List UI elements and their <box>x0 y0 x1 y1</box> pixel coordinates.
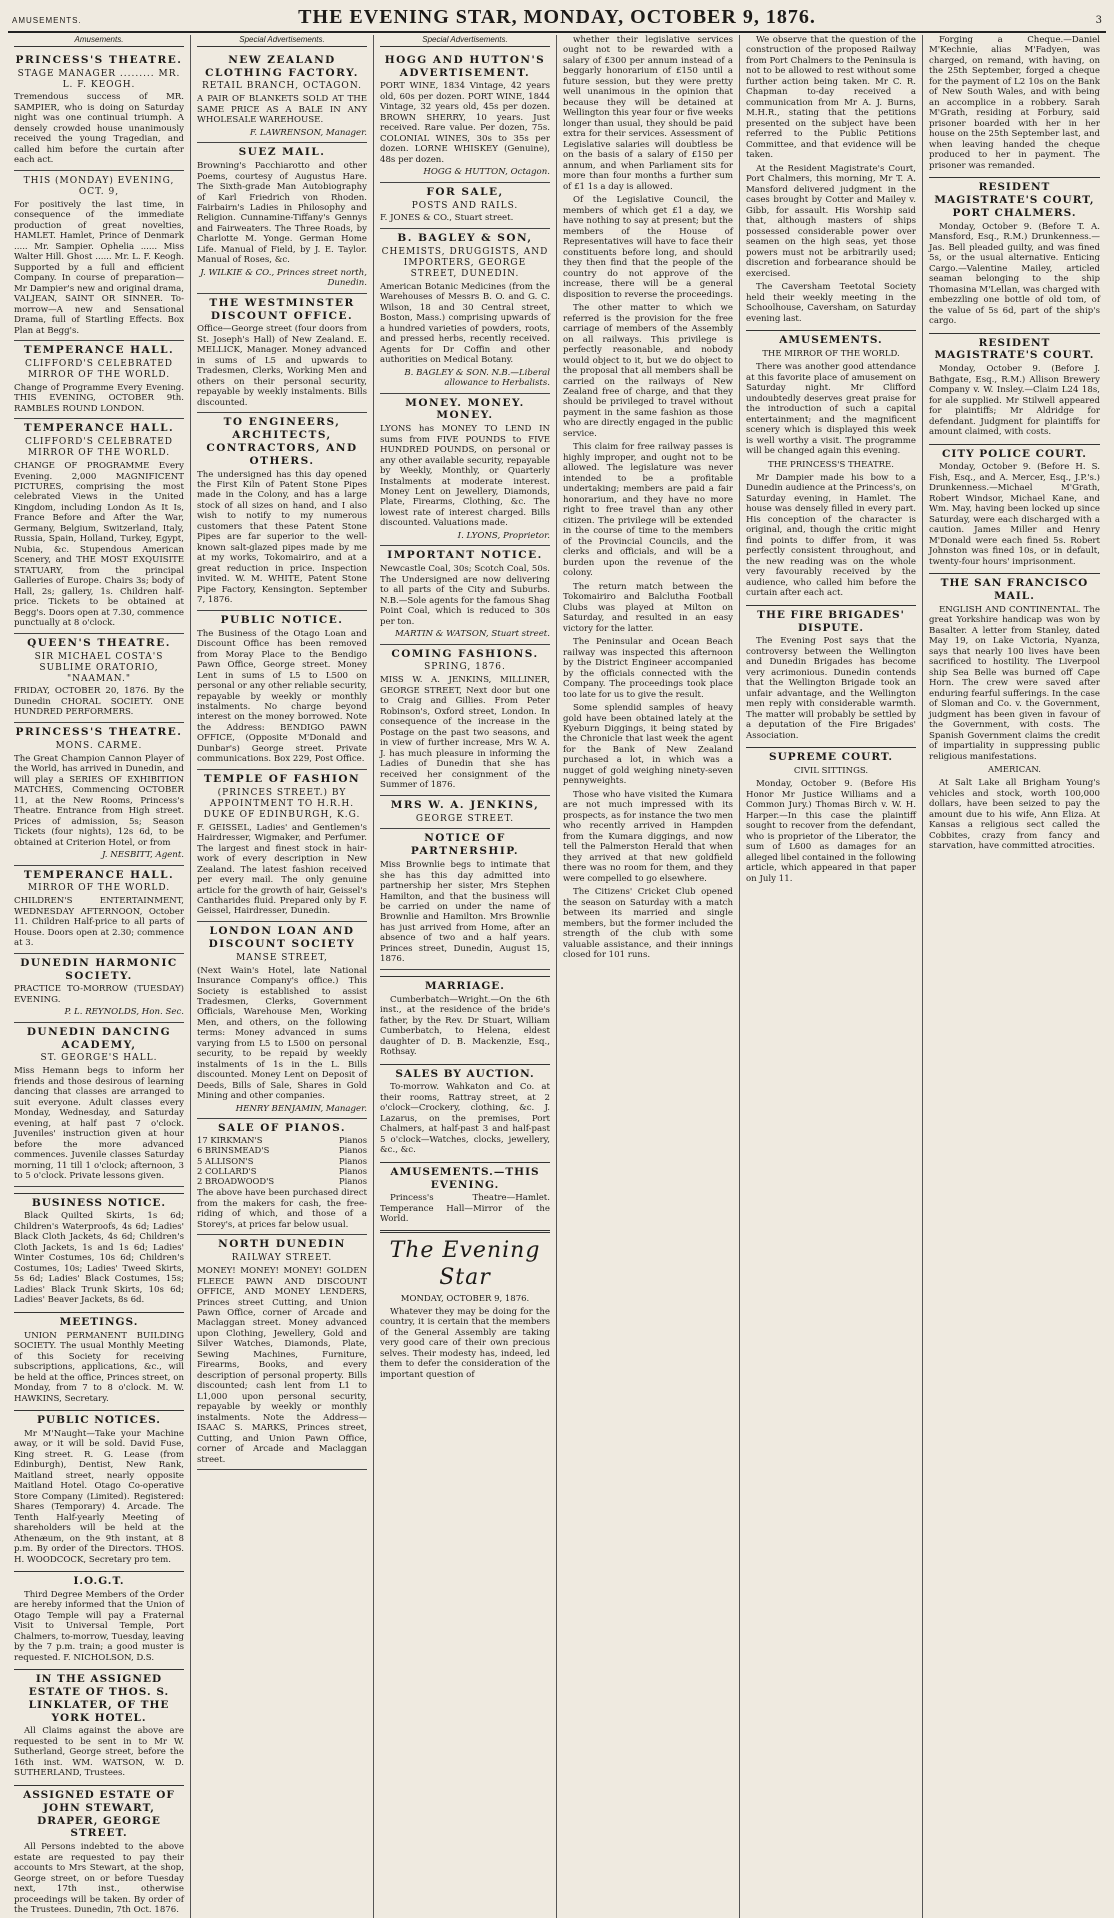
paragraph-text: Those who have visited the Kumara are not much impressed with its prospects, as for instance the two men who recently arrived in Hampden from the Kumara diggings, and now tell the Palmerston Herald that when they arrived at that new goldfield there was no room for them, and they were compelled to go elsewhere. <box>563 789 733 884</box>
subsection-heading: AMERICAN. <box>987 765 1042 776</box>
ad-subtitle: RAILWAY STREET. <box>231 1253 333 1264</box>
ad-signature: B. BAGLEY & SON. N.B.—Liberal allowance to Herbalists. <box>404 367 550 389</box>
section-body: Cumberbatch—Wright.—On the 6th inst., at the residence of the bride's father, by the Rev. Dr Stuart, William Cumberbatch, to Helena, eldest daughter of D. B. Mackenzie, Esq., Rothsay. <box>380 994 550 1058</box>
column-5 <box>740 35 923 1918</box>
ad-body: LYONS has MONEY TO LEND IN sums from FIVE POUNDS to FIVE HUNDRED POUNDS, on personal or any other available security, repayable by Weekly, Monthly, or Quarterly Instalments at moderate interest. Money Lent on Jewellery, Diamonds, Plate, Firearms, Clothing, &c. The lowest rate of interest charged. Bills discounted. Valuations made. <box>380 424 550 529</box>
paragraph-text: The Peninsular and Ocean Beach railway was inspected this afternoon by the District Engineer accompanied by the officials connected with the Company. The proceedings took place too late for us to give the result. <box>563 637 733 700</box>
list-item-text: 2 COLLARD'S <box>197 1165 257 1176</box>
paragraph-text: The other matter to which we referred is the provision for the free carriage of members of the Assembly on all railways. This privilege is perfectly reasonable, and nobody would object to it, but we do object to the proposal that all members shall be carried on the railways of New Zealand free of charge, and that they should be privileged to travel without payment in the same fashion as those who are directly engaged in the public service. <box>563 303 733 439</box>
advertisement <box>380 51 550 183</box>
ad-subtitle: RETAIL BRANCH, OCTAGON. <box>202 81 362 92</box>
ad-subtitle: SIR MICHAEL COSTA'S SUBLIME ORATORIO, "NAAMAN." <box>34 651 164 684</box>
ad-subtitle: SPRING, 1876. <box>424 662 506 673</box>
section-body: Mr M'Naught—Take your Machine away, or it will be sold. David Fuse, King street. R. G. Lease (from Edinburgh), Dentist, New Rank, Maitland street, nearly opposite Maitland Hotel. Otago Co-operative Store Company (Limited). Registered: Shares (Temporary) 4. Arcade. The Tenth Half-yearly Meeting of shareholders will be held at the Athenæum, on the 9th instant, at 8 p.m. By order of the Directors. THOS. H. WOODCOCK, Secretary pro tem. <box>14 1428 184 1565</box>
section-body: Monday, October 9. (Before T. A. Mansford, Esq., R.M.) Drunkenness.—Jas. Bell pleaded guilty, and was fined 5s, or the usual alternative. Enticing Cargo.—Valentine Mailey, articled seaman belonging to the ship Thomasina M'Lellan, was charged with embezzling one bottle of old tom, of the value of 5s 6d, part of the ship's cargo. <box>929 221 1100 327</box>
section-heading: BUSINESS NOTICE. <box>14 1193 184 1210</box>
ad-subtitle: STAGE MANAGER ......... MR. L. F. KEOGH. <box>17 68 181 90</box>
ad-title: MONEY. MONEY. MONEY. <box>405 396 525 422</box>
section-heading: PUBLIC NOTICES. <box>14 1410 184 1427</box>
ad-body: The Great Champion Cannon Player of the World, has arrived in Dunedin, and will play a SERIES OF EXHIBITION MATCHES, Commencing OCTOBER 11, at the New Rooms, Princess's Theatre. Entrance from High street. Prices of admission, 5s; Season Tickets (four nights), 12s 6d, to be obtained at Criterion Hotel, or from <box>14 753 184 848</box>
ad-body: The undersigned has this day opened the First Kiln of Patent Stone Pipes made in the Colony, and has a large stock of all sizes on hand, and I also wish to notify to my numerous customers that these Patent Stone Pipes are far superior to the well-known salt-glazed pipes made by me at my works, Tokomairiro, and at a great reduction in price. Inspection invited. W. M. WHITE, Patent Stone Pipe Factory, Kensington. September 7, 1876. <box>197 469 367 606</box>
news-subsection <box>746 460 916 599</box>
ad-signature: F. LAWRENSON, Manager. <box>249 127 367 138</box>
article-paragraph <box>563 887 733 960</box>
news-section <box>929 573 1100 762</box>
ad-body: The above have been purchased direct from the makers for cash, the free-riding of which, and those of a Storey's, at prices far below usual. <box>197 1188 367 1230</box>
ad-subtitle: CLIFFORD'S CELEBRATED MIRROR OF THE WORLD. <box>25 437 173 459</box>
ad-body: Miss Hemann begs to inform her friends and those desirous of learning dancing that classes are arranged to suit everyone. Adult classes every Monday, Wednesday, and Saturday evening, at half past 7 o'clock. Juveniles' instruction given at hour before the more advanced commences. Juvenile classes Saturday morning, 11 till 1 o'clock; afternoon, 3 to 5 o'clock. Private lessons given. <box>14 1066 184 1182</box>
ad-title: TEMPERANCE HALL. <box>23 868 175 881</box>
ad-signature: P. L. REYNOLDS, Hon. Sec. <box>64 1007 184 1018</box>
paragraph-text: Forging a Cheque.—Daniel M'Kechnie, alias M'Fadyen, was charged, on remand, with having, on the 25th September, forged a cheque for the payment of L2 10s on the Bank of New South Wales, and with being an accomplice in a robbery. Sarah M'Grath, residing at Forbury, said prisoner boarded with her in her house on the 25th September last, and when leaving handed the cheque produced to her in payment. The prisoner was remanded. <box>929 35 1100 171</box>
ad-body: Newcastle Coal, 30s; Scotch Coal, 50s. The Undersigned are now delivering to all parts of the City and Suburbs. N.B.—Sole agents for the famous Shag Point Coal, which is reduced to 30s per ton. <box>380 564 550 627</box>
section-heading: THE SAN FRANCISCO MAIL. <box>929 573 1100 603</box>
list-item-text: 6 BRINSMEAD'S <box>197 1145 270 1156</box>
news-section <box>14 1571 184 1663</box>
column-1 <box>8 35 191 1918</box>
advertisement <box>197 413 367 610</box>
ad-title: NOTICE OF PARTNERSHIP. <box>410 832 520 858</box>
subsection-heading: THE MIRROR OF THE WORLD. <box>762 348 900 359</box>
ad-body: American Botanic Medicines (from the Warehouses of Messrs B. O. and G. C. Wilson, 18 and 30 Central street, Boston, Mass.) comprising upwards of a hundred varieties of powders, roots, and pressed herbs, recently received. Agents for Dr Coffin and other authorities on Medical Botany. <box>380 281 550 366</box>
ad-signature: HOGG & HUTTON, Octagon. <box>423 167 550 178</box>
advertisement <box>14 954 184 1023</box>
article-paragraph <box>929 35 1100 171</box>
ad-title: DUNEDIN DANCING ACADEMY, <box>26 1025 172 1051</box>
advertisement <box>380 645 550 796</box>
ad-subtitle: (PRINCES STREET.) BY APPOINTMENT TO H.R.H. DUKE OF EDINBURGH, K.G. <box>203 787 361 820</box>
ad-body: CHANGE OF PROGRAMME Every Evening. 2,000 MAGNIFICENT PICTURES, comprising the most celebrated Views in the United Kingdom, including London As It Is, France Before and After the War, Germany, Belgium, Switzerland, Italy, Russia, Spain, Holland, Turkey, Egypt, Nubia, &c. Stupendous American Scenery, and THE MOST EXQUISITE STATUARY, from the principal Galleries of Europe. Chairs 3s; body of Hall, 2s; gallery, 1s. Children half-price. Tickets to be obtained at Begg's. Doors open at 7.30, commence punctually at 8 o'clock. <box>14 461 184 629</box>
section-body: ENGLISH AND CONTINENTAL. The great Yorkshire handicap was won by Basalter. A letter from Stanley, dated May 19, on Lake Victoria, Nyanza, says that nearly 100 lives have been sacrificed to hostility. The Liverpool ship Sea Belle was burned off Cape Horn. The crew were saved after enduring fearful sufferings. In the case of Sloman and Co. v. the Government, judgment has been given in favour of the Government, with costs. The Spanish Government claims the credit of impartiality in suppressing public religious manifestations. <box>929 604 1100 762</box>
advertisement <box>14 51 184 171</box>
ad-subtitle: GEORGE STREET. <box>415 813 515 824</box>
advertisement <box>14 341 184 419</box>
list-item <box>197 1156 367 1166</box>
article-paragraph <box>563 790 733 884</box>
section-heading: I.O.G.T. <box>14 1571 184 1588</box>
column-heading: Special Advertisements. <box>380 35 550 47</box>
subsection-body: Mr Dampier made his bow to a Dunedin audience at the Princess's, on Saturday evening, in Hamlet. The house was densely filled in every part. His conception of the character is original, and, though the critic might find points to differ from, it was perfectly consistent throughout, and the new reading was on the whole very favourably received by the audience, who called him before the curtain after each act. <box>746 472 916 599</box>
ad-title: DUNEDIN HARMONIC SOCIETY. <box>20 956 178 982</box>
ad-title: PRINCESS'S THEATRE. <box>15 53 183 66</box>
advertisement <box>197 611 367 770</box>
news-section <box>380 976 550 1058</box>
advertisement <box>380 829 550 969</box>
editorial-masthead <box>380 1230 550 1380</box>
subsection-body: There was another good attendance at this favorite place of amusement on Saturday night. Mr Clifford undoubtedly deserves great praise for the introduction of such a capital entertainment; and the magnificent scenery which is displayed this week is well worthy a visit. The programme will be changed again this evening. <box>746 362 916 457</box>
section-heading: SUPREME COURT. <box>746 747 916 764</box>
list-item-text: Pianos <box>338 1165 367 1176</box>
ad-body: A PAIR OF BLANKETS SOLD AT THE SAME PRICE AS A BALE IN ANY WHOLESALE WAREHOUSE. <box>197 94 367 126</box>
news-section <box>14 1410 184 1565</box>
ad-title: QUEEN'S THEATRE. <box>27 636 171 649</box>
paragraph-text: whether their legislative services ought not to be rewarded with a salary of £300 per annum instead of a beggarly honorarium of £150 until a future session, but they were pretty well unanimous in the opinion that because they will be detained at Wellington this year four or five weeks longer than usual, they should be paid extra for their services. Assessment of Legislative salaries will doubtless be on the basis of a salary of £150 per annum, and when Parliament sits for more than four months a further sum of £1 1s a day is allowed. <box>563 35 733 192</box>
ad-title: FOR SALE, <box>426 185 504 198</box>
ad-title: THE WESTMINSTER DISCOUNT OFFICE. <box>209 296 355 322</box>
ad-title: SALE OF PIANOS. <box>217 1122 347 1135</box>
section-heading: AMUSEMENTS.—THIS EVENING. <box>380 1162 550 1192</box>
subsection-heading: THE PRINCESS'S THEATRE. <box>768 459 894 470</box>
section-heading: SALES BY AUCTION. <box>380 1064 550 1081</box>
section-heading: MEETINGS. <box>14 1312 184 1329</box>
news-section <box>14 1785 184 1916</box>
ad-signature: I. LYONS, Proprietor. <box>457 530 550 541</box>
advertisement <box>14 1023 184 1187</box>
columns-grid <box>8 35 1106 1915</box>
section-body: All Persons indebted to the above estate are requested to pay their accounts to Mrs Stewart, at the shop, George street, on or before Tuesday next, 17th inst., otherwise proceedings will be taken. By order of the Trustees. Dunedin, 7th Oct. 1876. <box>14 1842 184 1915</box>
column-2 <box>191 35 374 1918</box>
news-section <box>746 605 916 741</box>
ad-subtitle: ST. GEORGE'S HALL. <box>40 1053 158 1064</box>
divider <box>380 1230 550 1233</box>
ad-body: PRACTICE TO-MORROW (TUESDAY) EVENING. <box>14 984 184 1005</box>
ad-subtitle: MANSE STREET, <box>236 952 328 963</box>
section-heading: IN THE ASSIGNED ESTATE OF THOS. S. LINKLATER, OF THE YORK HOTEL. <box>14 1669 184 1724</box>
news-subsection <box>746 766 916 884</box>
ad-title: NEW ZEALAND CLOTHING FACTORY. <box>205 53 359 79</box>
advertisement <box>380 183 550 229</box>
list-item-text: Pianos <box>338 1145 367 1156</box>
news-subsection <box>929 765 1100 852</box>
news-section <box>746 747 916 764</box>
list-item <box>197 1135 367 1145</box>
list-item <box>197 1145 367 1155</box>
masthead-section-label: AMUSEMENTS. <box>12 16 82 25</box>
section-body: Monday, October 9. (Before J. Bathgate, Esq., R.M.) Allison Brewery Company v. W. Insley.—Claim L24 18s, for ale supplied. Mr Stilwell appeared for plaintiffs; Mr Aldridge for defendant. Judgment for plaintiffs for amount claimed, with costs. <box>929 364 1100 438</box>
ad-title: TEMPERANCE HALL. <box>23 422 175 435</box>
ad-title: SUEZ MAIL. <box>238 146 326 159</box>
list-item-text: Pianos <box>338 1135 367 1146</box>
list-item-text: 17 KIRKMAN'S <box>197 1135 263 1146</box>
ad-title: B. BAGLEY & SON, <box>397 231 533 244</box>
news-section <box>746 330 916 347</box>
article-paragraph <box>746 282 916 324</box>
paragraph-text: Of the Legislative Council, the members of which get £1 a day, we have nothing to say at present; but the members of the House of Representatives will have to face their constituents before long, and should they then find that the people of the country do not approve of the increase, there will be a general disposition to reverse the proceedings. <box>563 195 733 300</box>
masthead-page-number: 3 <box>1095 15 1102 26</box>
paragraph-text: At the Resident Magistrate's Court, Port Chalmers, this morning, Mr T. A. Mansford delivered judgment in the cases brought by Cotter and Mailey v. Gibb, for assault. His Worship said that, although masters of ships possessed considerable power over seamen on the high seas, yet those powers must not be arbitrarily used; discretion and forbearance should be exercised. <box>746 163 916 279</box>
ad-subtitle: CHEMISTS, DRUGGISTS, AND IMPORTERS, GEORGE STREET, DUNEDIN. <box>381 246 549 279</box>
section-heading: RESIDENT MAGISTRATE'S COURT, PORT CHALMERS. <box>929 177 1100 219</box>
news-section <box>380 1162 550 1225</box>
article-paragraph <box>746 35 916 161</box>
ad-body: Change of Programme Every Evening. THIS EVENING, OCTOBER 9th. RAMBLES ROUND LONDON. <box>14 382 184 414</box>
section-heading: AMUSEMENTS. <box>746 330 916 347</box>
column-6 <box>923 35 1106 1918</box>
ad-body: FRIDAY, OCTOBER 20, 1876. By the Dunedin CHORAL SOCIETY. ONE HUNDRED PERFORMERS. <box>14 686 184 718</box>
subsection-body: At Salt Lake all Brigham Young's vehicles and stock, worth 100,000 dollars, have been seized to pay the amount due to his wife, Ann Eliza. At Kansas a religious sect called the Cobbites, crazy from fancy and starvation, have committed atrocities. <box>929 778 1100 852</box>
ad-subtitle: MONS. CARME. <box>55 740 143 751</box>
column-heading: Amusements. <box>14 35 184 47</box>
ad-body: The Business of the Otago Loan and Discount Office has been removed from Moray Place to the Bendigo Pawn Office, George street. Money Lent in sums of L5 to L500 on personal or any other reliable security, repayable by weekly or monthly instalments. No charge beyond interest on the money borrowed. Note the Address: BENDIGO PAWN OFFICE, (Opposite M'Donald and Dunbar's) George street. Private communications. Box 229, Post Office. <box>197 628 367 765</box>
article-paragraph <box>563 195 733 300</box>
advertisement-list <box>197 1119 367 1235</box>
ad-signature: MARTIN & WATSON, Stuart street. <box>395 629 550 640</box>
advertisement <box>380 546 550 644</box>
article-paragraph <box>563 442 733 578</box>
section-body: Third Degree Members of the Order are hereby informed that the Union of Otago Temple will pay a Fraternal Visit to Universal Temple, Port Chalmers, to-morrow, Tuesday, leaving by the 7 p.m. train; a good muster is requested. F. NICHOLSON, D.S. <box>14 1589 184 1663</box>
paragraph-text: The Caversham Teetotal Society held their weekly meeting in the Schoolhouse, Caversham, on Saturday evening last. <box>746 282 916 324</box>
ad-title: NORTH DUNEDIN <box>218 1238 346 1251</box>
ad-title: TEMPLE OF FASHION <box>203 772 361 785</box>
advertisement <box>14 723 184 866</box>
ad-title: IMPORTANT NOTICE. <box>387 549 543 562</box>
ad-subtitle: THIS (MONDAY) EVENING, OCT. 9, <box>23 175 175 197</box>
section-heading: MARRIAGE. <box>380 976 550 993</box>
column-heading: Special Advertisements. <box>197 35 367 47</box>
advertisement <box>14 866 184 954</box>
column-4 <box>557 35 740 1918</box>
advertisement <box>14 171 184 341</box>
news-section <box>929 444 1100 568</box>
ad-body: F. JONES & CO., Stuart street. <box>380 213 514 224</box>
editorial-body: Whatever they may be doing for the country, it is certain that the members of the General Assembly are taking very good care of their own precious selves. Their modesty has, indeed, led them to defer the consideration of the important question of <box>380 1306 550 1380</box>
section-heading: CITY POLICE COURT. <box>929 444 1100 461</box>
ad-title: COMING FASHIONS. <box>391 647 539 660</box>
advertisement <box>14 634 184 723</box>
news-section <box>14 1312 184 1404</box>
news-section <box>380 1064 550 1156</box>
article-paragraph <box>746 164 916 279</box>
ad-body: Miss Brownlie begs to intimate that she has this day admitted into partnership her sister, Mrs Stephen Hamilton, and that the business will be carried on under the name of Brownlie and Hamilton. Mrs Brownlie has just arrived from Home, after an absence of two and a half years. Princes street, Dunedin, August 15, 1876. <box>380 860 550 965</box>
advertisement <box>197 51 367 144</box>
list-item-text: 2 BROADWOOD'S <box>197 1176 275 1187</box>
article-paragraph <box>563 303 733 439</box>
ad-title: PUBLIC NOTICE. <box>220 613 344 626</box>
ad-body: Tremendous success of MR. SAMPIER, who is doing on Saturday night was one continual triumph. A densely crowded house unanimously received the young Tragedian, and called him before the curtain after each act. <box>14 92 184 166</box>
advertisement <box>197 294 367 413</box>
advertisement <box>197 143 367 294</box>
ad-title: HOGG AND HUTTON'S ADVERTISEMENT. <box>384 53 546 79</box>
section-body: The Evening Post says that the controversy between the Wellington and Dunedin Brigades has become very acrimonious. Dunedin contends that the Wellington Brigade took an unfair advantage, and the Wellington men reply with considerable warmth. The matter will probably be settled by a deputation of the Fire Brigades' Association. <box>746 636 916 741</box>
list-item-text: Pianos <box>338 1176 367 1187</box>
section-heading: THE FIRE BRIGADES' DISPUTE. <box>746 605 916 635</box>
section-body: UNION PERMANENT BUILDING SOCIETY. The usual Monthly Meeting of this Society for receiving subscriptions, applications, &c., will be held at the office, Princes street, on Monday, from 7 to 8 o'clock. M. W. HAWKINS, Secretary. <box>14 1330 184 1404</box>
advertisement <box>380 229 550 394</box>
ad-subtitle: POSTS AND RAILS. <box>411 200 519 211</box>
article-paragraph <box>563 35 733 192</box>
ad-body: (Next Wain's Hotel, late National Insurance Company's office.) This Society is established to assist Tradesmen, Clerks, Government Officials, Warehouse Men, Working Men, and others, on the following terms: Money advanced in sums varying from L5 to L500 on personal security, to be repaid by weekly instalments of 1s in the L. Bills discounted. Money Lent on Deposit of Deeds, Bills of Sale, Shares in Gold Mining and other companies. <box>197 965 367 1102</box>
paragraph-text: We observe that the question of the construction of the proposed Railway from Port Chalmers to the Peninsula is not to be allowed to rest without some further action being taken. Mr C. R. Chapman to-day received a communication from Mr A. J. Burns, M.H.R., stating that the petitions presented on the subject have been referred to the Public Petitions Committee, and that evidence will be taken. <box>746 35 916 161</box>
news-section <box>14 1669 184 1779</box>
masthead <box>8 4 1106 33</box>
advertisement <box>197 1235 367 1470</box>
list-item <box>197 1166 367 1176</box>
ad-title: PRINCESS'S THEATRE. <box>15 725 183 738</box>
section-body: Princess's Theatre—Hamlet. Temperance Hall—Mirror of the World. <box>380 1193 550 1225</box>
paragraph-text: The Citizens' Cricket Club opened the season on Saturday with a match between its married and single members, but the former included the strength of the club with some valuable assistance, and their innings closed for 101 runs. <box>563 887 733 961</box>
advertisement <box>380 796 550 830</box>
editorial-logo: The Evening Star <box>389 1237 541 1290</box>
ad-subtitle: MIRROR OF THE WORLD. <box>27 883 171 894</box>
ad-signature: HENRY BENJAMIN, Manager. <box>235 1103 367 1114</box>
ad-title: TEMPERANCE HALL. <box>23 344 175 357</box>
article-paragraph <box>563 582 733 634</box>
subsection-body: Monday, October 9. (Before His Honor Mr Justice Williams and a Common Jury.) Thomas Birch v. W. H. Harper.—In this case the plaintiff sought to recover from the defendant, who is proprietor of the Liberator, the sum of L600 as damages for an alleged libel contained in the following article, which appeared in that paper on July 11. <box>746 779 916 884</box>
advertisement <box>197 922 367 1119</box>
news-section <box>929 333 1100 438</box>
section-heading: RESIDENT MAGISTRATE'S COURT. <box>929 333 1100 363</box>
ad-title: MRS W. A. JENKINS, <box>390 798 540 811</box>
ad-signature: J. WILKIE & CO., Princes street north, Dunedin. <box>200 267 367 289</box>
subsection-heading: CIVIL SITTINGS. <box>793 766 869 776</box>
masthead-title: THE EVENING STAR, MONDAY, OCTOBER 9, 1876. <box>298 6 816 28</box>
ad-signature: J. NESBITT, Agent. <box>102 850 184 861</box>
column-3 <box>374 35 557 1918</box>
advertisement <box>14 419 184 633</box>
ad-body: Browning's Pacchiarotto and other Poems, courtesy of Augustus Hare. The Sixth-grade Man Autobiography of Karl Friedrich von Rhoden. Fairbairn's Ladies in Philosophy and Religion. Cunnamine-Tiffany's Gennys and Fairweaters. The Three Roads, by Charlotte M. Yonge. German Home Life. Manual of Field, by J. E. Taylor. Manual of Roses, &c. <box>197 161 367 266</box>
list-item-text: Pianos <box>338 1155 367 1166</box>
news-subsection <box>746 349 916 457</box>
advertisement <box>380 394 550 547</box>
ad-body: PORT WINE, 1834 Vintage, 42 years old, 60s per dozen. PORT WINE, 1844 Vintage, 32 years old, 45s per dozen. BROWN SHERRY, 10 years. Just received. Rare value. Per dozen, 75s. COLONIAL WINES, 30s to 35s per dozen. LORNE WHISKEY (Genuine), 48s per dozen. <box>380 81 550 165</box>
section-body: Black Quilted Skirts, 1s 6d; Children's Waterproofs, 4s 6d; Ladies' Black Cloth Jackets, 4s 6d; Children's Cloth Jackets, 1s and 1s 6d; Ladies' Winter Costumes, 10s 6d; Children's Costumes, 10s; Ladies' Tweed Skirts, 5s 6d; Ladies' Black Costumes, 15s; Ladies' Black Trunk Skirts, 10s 6d; Ladies' Beaver Jackets, 8s 6d. <box>14 1211 184 1306</box>
ad-body: F. GEISSEL, Ladies' and Gentlemen's Hairdresser, Wigmaker, and Perfumer. The largest and finest stock in hair-work of every description in New Zealand. The latest fashion received per every mail. The only genuine article for the growth of hair, Geissel's Cantharides fluid. Prepared only by F. Geissel, Hairdresser, Dunedin. <box>197 822 367 917</box>
paragraph-text: This claim for free railway passes is highly improper, and ought not to be allowed. The legislature was never intended to be a profitable undertaking; members are paid a fair honorarium, and they have no more right to free travel than any other citizen. The privilege will be extended in the course of time to the members of the Provincial Councils, and the clerks and officials, and will be a burden upon the revenue of the colony. <box>563 442 733 579</box>
article-paragraph <box>563 703 733 787</box>
paragraph-text: The return match between the Tokomairiro and Balclutha Football Clubs was played at Milton on Saturday, and resulted in an easy victory for the latter. <box>563 581 733 634</box>
ad-body: MISS W. A. JENKINS, MILLINER, GEORGE STREET, Next door but one to Craig and Gillies. From Peter Robinson's, Oxford street, London. In consequence of the increase in the Postage on the past two seasons, and in view of further increase, Mrs W. A. J. has much pleasure in informing the Ladies of Dunedin that she has received her consignment of the Summer of 1876. <box>380 675 550 791</box>
ad-title: TO ENGINEERS, ARCHITECTS, CONTRACTORS, AND OTHERS. <box>206 416 358 467</box>
ad-body: MONEY! MONEY! MONEY! GOLDEN FLEECE PAWN AND DISCOUNT OFFICE, AND MONEY LENDERS, Princes street Cutting, and Union Pawn Office, corner of Arcade and Maclaggan street. Money advanced upon Clothing, Jewellery, Gold and Silver Watches, Diamonds, Plate, Sewing Machines, Furniture, Firearms, Books, and every description of personal property. Bills discounted; cash lent from L1 to L1,000 upon personal security, repayable by weekly or monthly instalments. Note the Address— ISAAC S. MARKS, Princes street, Cutting, and Union Pawn Office, corner of Arcade and Maclaggan street. <box>197 1266 367 1465</box>
ad-subtitle: CLIFFORD'S CELEBRATED MIRROR OF THE WORLD. <box>25 358 173 380</box>
advertisement <box>197 770 367 922</box>
section-body: To-morrow. Wahkaton and Co. at their rooms, Rattray street, at 2 o'clock—Crockery, clothing, &c. J. Lazarus, on the premises, Port Chalmers, at half-past 3 and half-past 5 o'clock—Watches, clocks, jewellery, &c., &c. <box>380 1082 550 1156</box>
news-section <box>929 177 1100 326</box>
ad-title: LONDON LOAN AND DISCOUNT SOCIETY <box>208 924 356 950</box>
section-body: Monday, October 9. (Before H. S. Fish, Esq., and A. Mercer, Esq., J.P.'s.) Drunkenness.—Michael M'Grath, Robert Windsor, Michael Kane, and Wm. May, having been locked up since Saturday, were each discharged with a caution. James Miller and Henry M'Donald were each fined 5s. Robert Johnston was fined 10s, or in default, twenty-four hours' imprisonment. <box>929 462 1100 567</box>
ad-body: For positively the last time, in consequence of the immediate production of great novelties, HAMLET. Hamlet, Prince of Denmark ..... Mr. Sampier. Ophelia ...... Miss Walter Hill. Ghost ...... Mr. L. F. Keogh. Supported by a full and efficient Company. In course of preparation—Mr Dampier's new and original drama, VALJEAN, SAINT OR SINNER. To-morrow—A new and Sensational Drama, full of Startling Effects. Box Plan at Begg's. <box>14 199 184 336</box>
article-paragraph <box>563 637 733 700</box>
editorial-date: MONDAY, OCTOBER 9, 1876. <box>400 1293 530 1304</box>
section-body: All Claims against the above are requested to be sent in to Mr W. Sutherland, George street, before the 16th inst. WM. WATSON, W. D. SUTHERLAND, Trustees. <box>14 1726 184 1779</box>
ad-body: CHILDREN'S ENTERTAINMENT, WEDNESDAY AFTERNOON, October 11. Children Half-price to all parts of House. Doors open at 2.30; commence at 3. <box>14 896 184 949</box>
list-item-text: 5 ALLISON'S <box>197 1155 254 1166</box>
news-section <box>14 1193 184 1306</box>
list-item <box>197 1176 367 1186</box>
paragraph-text: Some splendid samples of heavy gold have been obtained lately at the Kyeburn Diggings, it being stated by the Chronicle that last week the agent for the Bank of New Zealand purchased a lot, in which was a nugget of gold weighing ninety-seven pennyweights. <box>563 703 733 787</box>
section-heading: ASSIGNED ESTATE OF JOHN STEWART, DRAPER, GEORGE STREET. <box>14 1785 184 1840</box>
ad-body: Office—George street (four doors from St. Joseph's Hall) of New Zealand. E. MELLICK, Manager. Money advanced in sums of L5 and upwards to Tradesmen, Clerks, Working Men and others on their personal security, repayable by weekly instalments. Bills discounted. <box>197 324 367 408</box>
